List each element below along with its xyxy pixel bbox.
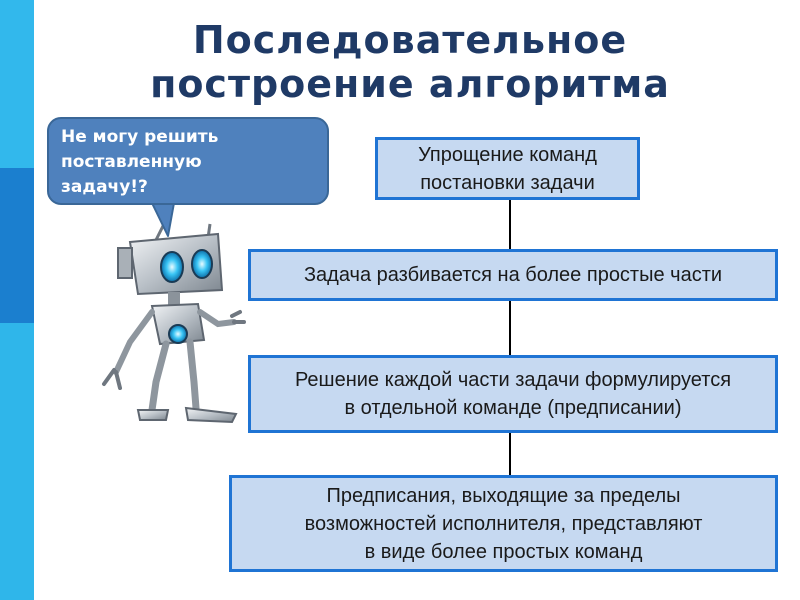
flow-step-4: Предписания, выходящие за пределы возможностей исполнителя, представляют в виде более простых команд [229,475,778,572]
stripe-segment-top [0,0,34,168]
connector-1-2 [509,200,511,249]
slide-title [60,18,760,106]
connector-3-4 [509,433,511,475]
slide-title-line-1: Последовательное [192,18,628,62]
speech-bubble [47,117,329,205]
flow-step-1: Упрощение команд постановки задачи [375,137,640,200]
left-accent-stripe [0,0,34,600]
stripe-segment-middle [0,168,34,323]
slide-title-line-2: построение алгоритма [150,62,670,106]
speech-bubble-text: Не могу решить поставленную задачу!? [61,127,219,197]
connector-2-3 [509,301,511,355]
stripe-segment-bottom [0,323,34,600]
flow-step-3: Решение каждой части задачи формулируется в отдельной команде (предписании) [248,355,778,433]
flow-step-2: Задача разбивается на более простые части [248,249,778,301]
robot-icon [86,212,256,432]
